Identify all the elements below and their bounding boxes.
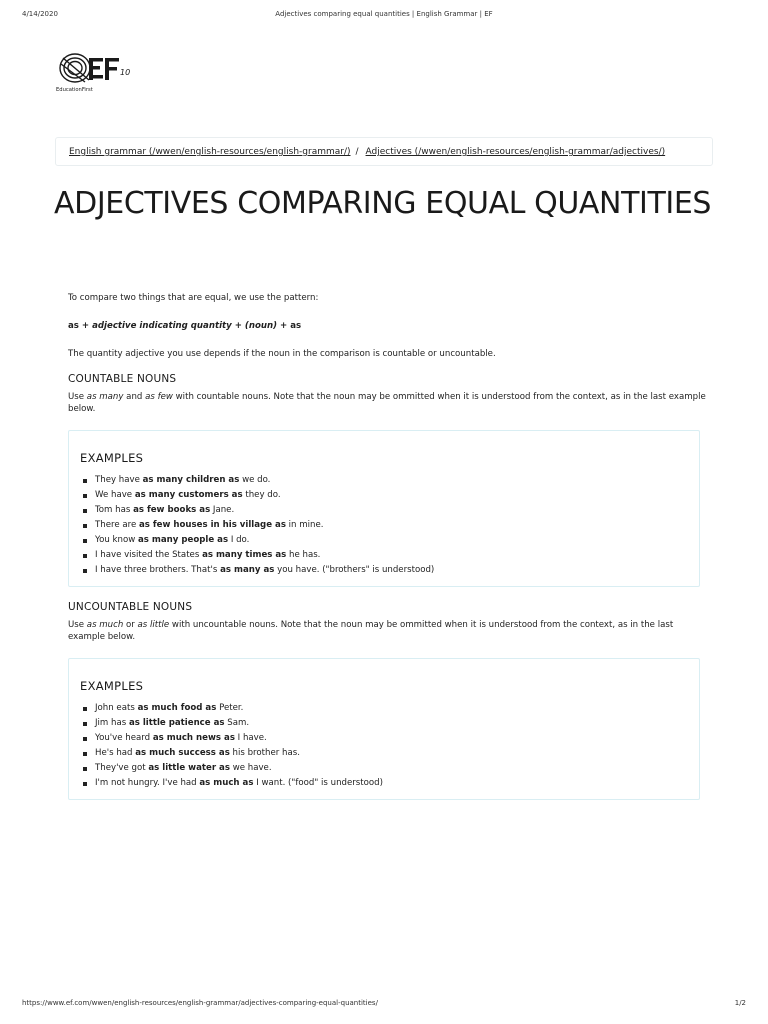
pattern-as-end: + as <box>277 321 302 331</box>
example-text: I want. ("food" is understood) <box>253 778 383 788</box>
uncountable-em-as-little: as little <box>137 620 170 630</box>
ef-logo-icon <box>55 52 135 96</box>
example-text: he has. <box>286 550 321 560</box>
quantity-explanation: The quantity adjective you use depends if the noun in the comparison is countable or uncountable. <box>68 349 496 359</box>
uncountable-nouns-heading: UNCOUNTABLE NOUNS <box>68 601 193 613</box>
comparison-pattern <box>68 320 708 332</box>
example-item <box>95 503 689 518</box>
example-item <box>95 488 689 503</box>
example-item <box>95 533 689 548</box>
countable-em-as-few: as few <box>145 392 173 402</box>
example-text: in mine. <box>285 520 324 530</box>
example-text: He's had <box>95 748 136 758</box>
example-comparison: as little patience as <box>128 718 225 728</box>
example-text: they do. <box>242 490 281 500</box>
print-header <box>22 10 746 22</box>
example-text: you have. ("brothers" is understood) <box>274 565 435 575</box>
example-text: I do. <box>228 535 250 545</box>
example-text: I'm not hungry. I've had <box>95 778 200 788</box>
example-text: John eats <box>95 703 138 713</box>
example-text: Jim has <box>95 718 129 728</box>
example-text: We have <box>95 490 135 500</box>
breadcrumb-english-grammar-link[interactable]: English grammar (/wwen/english-resources/english-grammar/) <box>69 147 351 157</box>
countable-text-part: and <box>123 392 146 402</box>
example-item <box>95 776 689 791</box>
example-comparison: as few books as <box>133 505 211 515</box>
countable-nouns-heading: COUNTABLE NOUNS <box>68 373 177 385</box>
pattern-as-start: as + <box>68 321 93 331</box>
example-text: his brother has. <box>229 748 300 758</box>
example-text: I have visited the States <box>95 550 203 560</box>
example-text: You've heard <box>95 733 153 743</box>
breadcrumb-adjectives-link[interactable]: Adjectives (/wwen/english-resources/english-grammar/adjectives/) <box>365 147 666 157</box>
example-item <box>95 716 689 731</box>
uncountable-nouns-text <box>68 619 708 643</box>
example-item <box>95 761 689 776</box>
example-comparison: as many customers as <box>134 490 243 500</box>
uncountable-examples-box <box>68 658 700 800</box>
countable-examples-box <box>68 430 700 587</box>
page-title: ADJECTIVES COMPARING EQUAL QUANTITIES <box>54 186 712 221</box>
example-comparison: as much as <box>199 778 254 788</box>
uncountable-text-part: with uncountable nouns. Note that the noun may be ommitted when it is understood from the context, as in the last example below. <box>68 620 674 642</box>
uncountable-text-part: or <box>123 620 138 630</box>
example-text: Tom has <box>95 505 134 515</box>
example-item <box>95 746 689 761</box>
example-item <box>95 473 689 488</box>
print-document-title: Adjectives comparing equal quantities | English Grammar | EF <box>275 10 493 18</box>
pattern-formula: adjective indicating quantity + (noun) <box>92 321 278 331</box>
example-item <box>95 548 689 563</box>
example-comparison: as many people as <box>138 535 229 545</box>
ef-logo[interactable] <box>55 52 135 96</box>
intro-text: To compare two things that are equal, we use the pattern: <box>68 293 319 303</box>
example-item <box>95 518 689 533</box>
countable-examples-heading: EXAMPLES <box>80 451 144 465</box>
breadcrumb <box>55 137 713 166</box>
uncountable-examples-heading: EXAMPLES <box>80 679 144 693</box>
example-text: we have. <box>229 763 272 773</box>
example-comparison: as much food as <box>137 703 217 713</box>
logo-suffix: 10 <box>120 68 131 77</box>
example-text: You know <box>95 535 138 545</box>
example-comparison: as much success as <box>135 748 230 758</box>
example-comparison: as many children as <box>142 475 240 485</box>
example-comparison: as little water as <box>148 763 230 773</box>
print-date: 4/14/2020 <box>22 10 58 18</box>
example-item <box>95 563 689 578</box>
countable-em-as-many: as many <box>86 392 124 402</box>
example-comparison: as many times as <box>202 550 287 560</box>
article-content <box>68 292 708 813</box>
countable-examples-list <box>80 473 689 578</box>
uncountable-text-part: Use <box>68 620 87 630</box>
example-text: we do. <box>239 475 271 485</box>
example-comparison: as many as <box>220 565 275 575</box>
example-item <box>95 701 689 716</box>
example-text: They have <box>95 475 143 485</box>
uncountable-em-as-much: as much <box>86 620 124 630</box>
example-comparison: as much news as <box>152 733 235 743</box>
countable-nouns-text <box>68 391 708 415</box>
uncountable-examples-list <box>80 701 689 791</box>
example-text: Sam. <box>224 718 250 728</box>
countable-text-part: Use <box>68 392 87 402</box>
example-text: I have. <box>234 733 267 743</box>
example-text: There are <box>95 520 139 530</box>
example-comparison: as few houses in his village as <box>138 520 286 530</box>
countable-text-part: with countable nouns. Note that the noun may be ommitted when it is understood from the context, as in the last example below. <box>68 392 706 414</box>
example-text: They've got <box>95 763 149 773</box>
breadcrumb-separator: / <box>355 147 359 157</box>
example-text: Peter. <box>216 703 244 713</box>
print-page-number: 1/2 <box>734 999 746 1007</box>
example-text: I have three brothers. That's <box>95 565 221 575</box>
logo-tagline: EducationFirst <box>56 87 93 93</box>
example-text: Jane. <box>210 505 235 515</box>
print-url: https://www.ef.com/wwen/english-resources/english-grammar/adjectives-comparing-equal-quantities/ <box>22 999 378 1007</box>
example-item <box>95 731 689 746</box>
print-footer <box>22 999 746 1011</box>
